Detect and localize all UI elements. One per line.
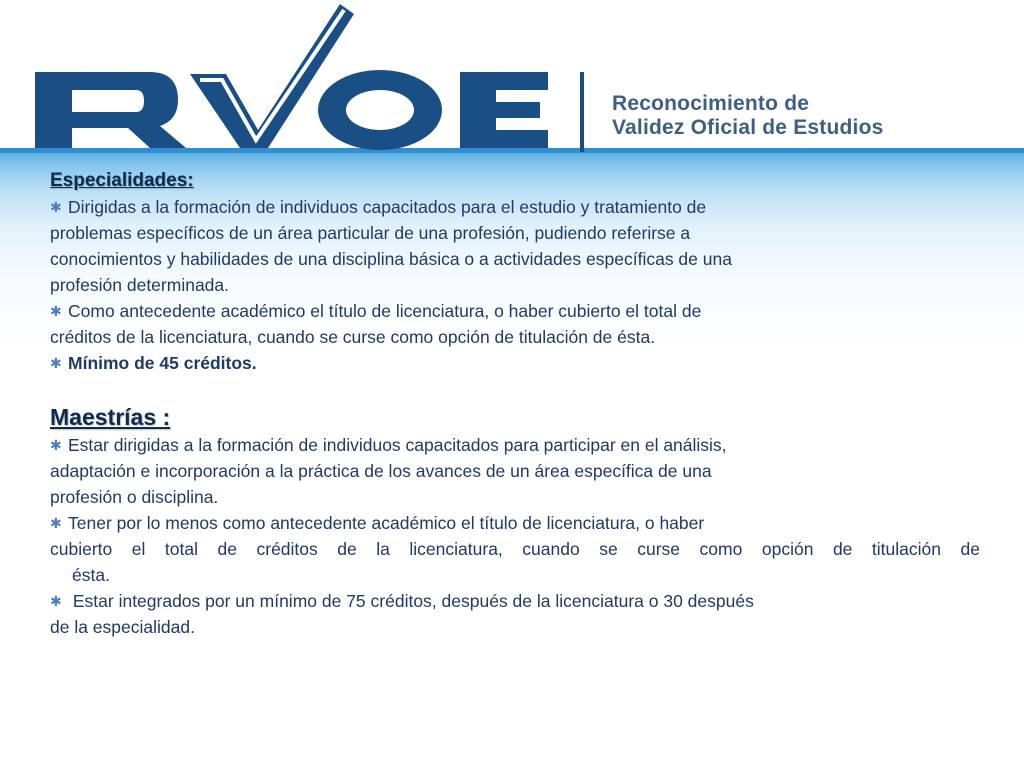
list-item-line: Tener por lo menos como antecedente académico el título de licenciatura, o haber bbox=[68, 513, 705, 533]
maestrias-item-3 bbox=[50, 588, 980, 640]
tagline-line-2: Validez Oficial de Estudios bbox=[612, 116, 884, 139]
especialidades-item-2 bbox=[50, 298, 980, 350]
especialidades-item-3 bbox=[50, 350, 980, 376]
maestrias-item-1 bbox=[50, 432, 980, 510]
list-item-line: conocimientos y habilidades de una disciplina básica o a actividades específicas de una bbox=[50, 249, 732, 269]
list-item-line: de la especialidad. bbox=[50, 617, 195, 637]
list-item-line: Estar integrados por un mínimo de 75 créditos, después de la licenciatura o 30 después bbox=[68, 591, 754, 611]
especialidades-heading: Especialidades: bbox=[50, 170, 194, 191]
list-item-line: cubierto el total de créditos de la licenciatura, cuando se curse como opción de titulación de bbox=[50, 539, 980, 559]
asterisk-bullet-icon: ✱ bbox=[50, 303, 62, 319]
maestrias-heading: Maestrías : bbox=[50, 404, 171, 430]
logo-divider bbox=[580, 72, 584, 152]
asterisk-bullet-icon: ✱ bbox=[50, 593, 62, 609]
list-item-line: créditos de la licenciatura, cuando se curse como opción de titulación de ésta. bbox=[50, 327, 656, 347]
asterisk-bullet-icon: ✱ bbox=[50, 515, 62, 531]
list-item-line: ésta. bbox=[72, 565, 110, 585]
list-item-line: Dirigidas a la formación de individuos capacitados para el estudio y tratamiento de bbox=[68, 197, 707, 217]
asterisk-bullet-icon: ✱ bbox=[50, 355, 62, 371]
list-item-line: Estar dirigidas a la formación de individuos capacitados para participar en el análisis, bbox=[68, 435, 727, 455]
especialidades-item-1 bbox=[50, 194, 980, 298]
list-item-line: profesión o disciplina. bbox=[50, 487, 219, 507]
logo-letter-o bbox=[318, 70, 442, 150]
tagline-line-1: Reconocimiento de bbox=[612, 92, 810, 115]
list-item-line: profesión determinada. bbox=[50, 275, 229, 295]
slide-content bbox=[50, 168, 980, 640]
maestrias-item-2 bbox=[50, 510, 980, 588]
logo-letter-r bbox=[35, 72, 186, 148]
logo-tagline bbox=[612, 92, 883, 140]
list-item-line: Como antecedente académico el título de licenciatura, o haber cubierto el total de bbox=[68, 301, 702, 321]
asterisk-bullet-icon: ✱ bbox=[50, 199, 62, 215]
list-item-line: problemas específicos de un área particular de una profesión, pudiendo referirse a bbox=[50, 223, 691, 243]
list-item-line: Mínimo de 45 créditos. bbox=[68, 353, 257, 373]
list-item-line: adaptación e incorporación a la práctica de los avances de un área específica de una bbox=[50, 461, 712, 481]
logo-letter-e bbox=[460, 72, 548, 148]
asterisk-bullet-icon: ✱ bbox=[50, 437, 62, 453]
